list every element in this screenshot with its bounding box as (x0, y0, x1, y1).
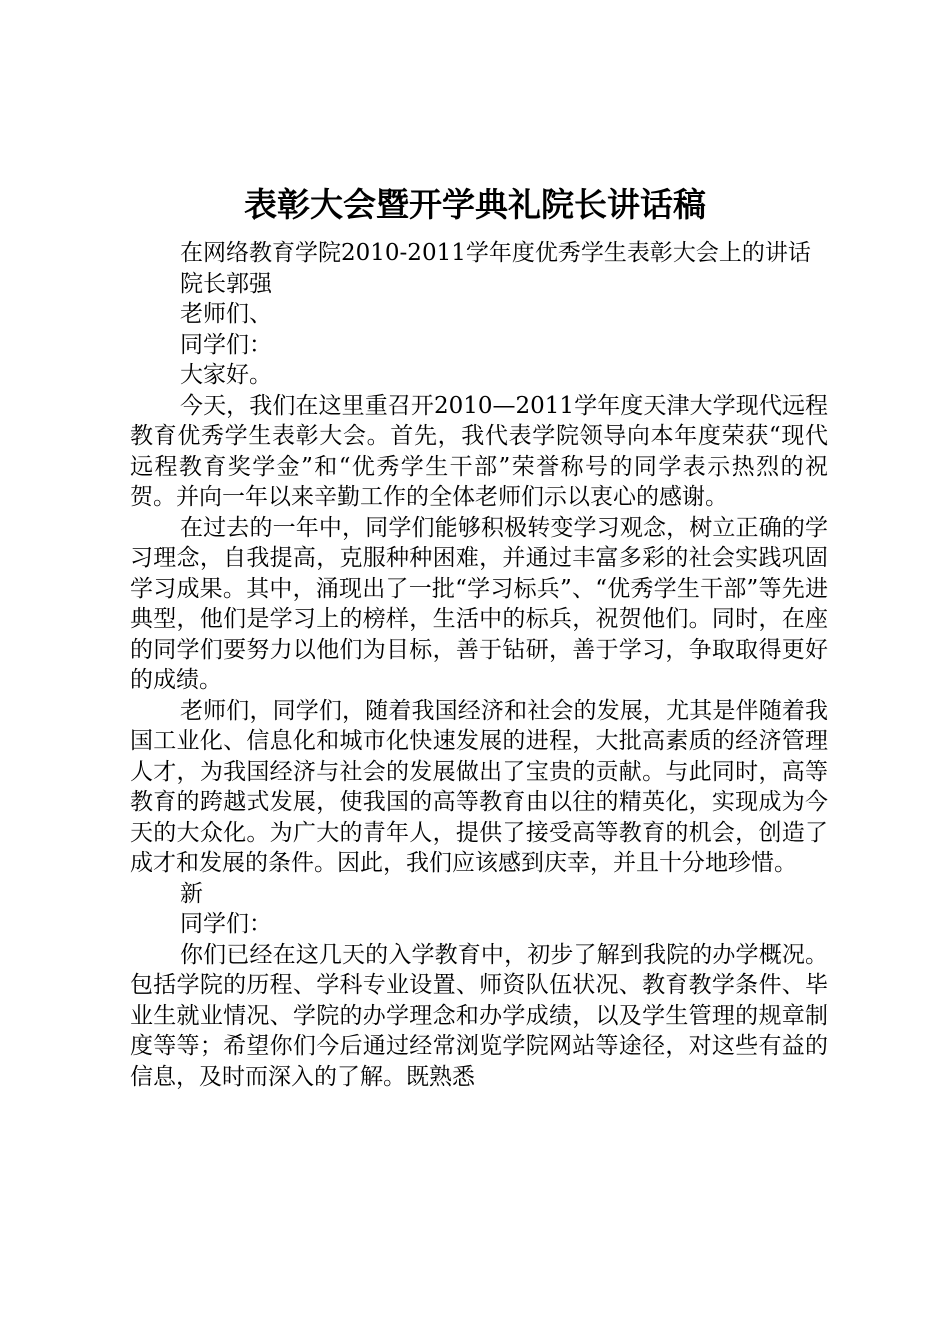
paragraph-opening: 今天，我们在这里重召开2010—2011学年度天津大学现代远程教育优秀学生表彰大会。首先，我代表学院领导向本年度荣获“现代远程教育奖学金”和“优秀学生干部”荣誉称号的同学表示热烈的祝贺。并向一年以来辛勤工作的全体老师们示以衷心的感谢。 (130, 392, 828, 510)
paragraph-speaker: 院长郭强 (180, 270, 272, 297)
paragraph-past-year: 在过去的一年中，同学们能够积极转变学习观念，树立正确的学习理念，自我提高，克服种种困难，并通过丰富多彩的社会实践巩固学习成果。其中，涌现出了一批“学习标兵”、“优秀学生干部”等先进典型，他们是学习上的榜样，生活中的标兵，祝贺他们。同时，在座的同学们要努力以他们为目标，善于钻研，善于学习，争取取得更好的成绩。 (130, 514, 828, 693)
document-title: 表彰大会暨开学典礼院长讲话稿 (244, 185, 706, 224)
document-body (130, 238, 828, 1092)
paragraph-new: 新 (180, 880, 203, 907)
paragraph-development: 老师们，同学们，随着我国经济和社会的发展，尤其是伴随着我国工业化、信息化和城市化快速发展的进程，大批高素质的经济管理人才，为我国经济与社会的发展做出了宝贵的贡献。与此同时，高等教育的跨越式发展，使我国的高等教育由以往的精英化，实现成为今天的大众化。为广大的青年人，提供了接受高等教育的机会，创造了成才和发展的条件。因此，我们应该感到庆幸，并且十分地珍惜。 (130, 697, 828, 876)
paragraph-greeting-students-2: 同学们： (180, 911, 272, 937)
paragraph-orientation: 你们已经在这几天的入学教育中，初步了解到我院的办学概况。包括学院的历程、学科专业设置、师资队伍状况、教育教学条件、毕业生就业情况、学院的办学理念和办学成绩，以及学生管理的规章制度等等；希望你们今后通过经常浏览学院网站等途径，对这些有益的信息，及时而深入的了解。既熟悉 (130, 941, 828, 1090)
paragraph-subtitle: 在网络教育学院2010-2011学年度优秀学生表彰大会上的讲话 (180, 240, 811, 266)
paragraph-greeting-students: 同学们： (180, 331, 272, 358)
paragraph-hello: 大家好。 (180, 362, 272, 388)
paragraph-greeting-teachers: 老师们、 (180, 301, 272, 327)
